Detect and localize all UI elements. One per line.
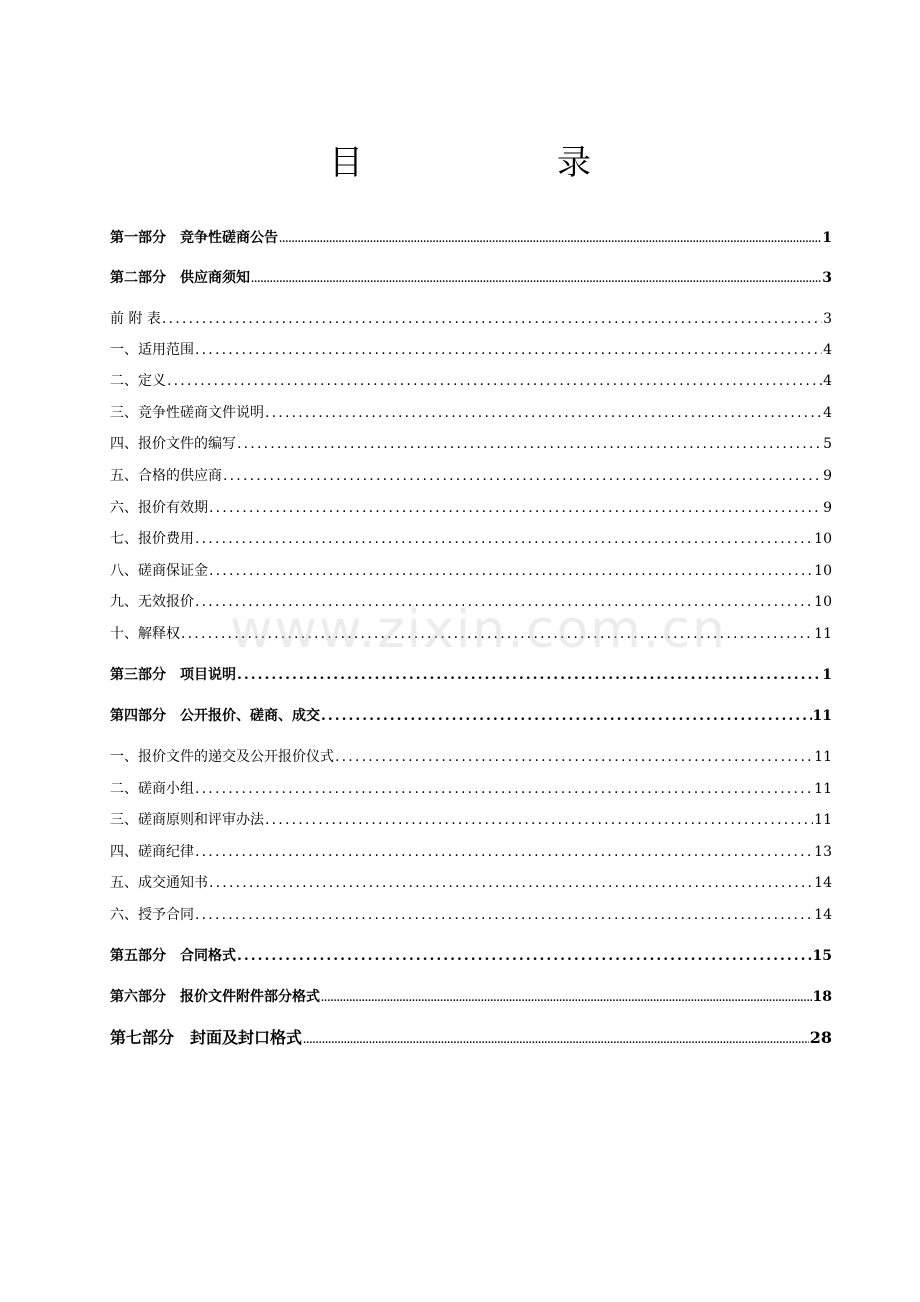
toc-entry-page: 14 (814, 875, 832, 891)
toc-entry-page: 11 (814, 781, 832, 797)
toc-entry-page: 4 (823, 373, 832, 389)
toc-entry[interactable] (110, 527, 832, 551)
toc-entry-page: 9 (823, 468, 832, 484)
toc-entry[interactable] (110, 266, 832, 290)
toc-entry[interactable] (110, 944, 832, 968)
toc-leader (223, 464, 822, 488)
toc-leader (237, 432, 822, 456)
toc-entry-page: 4 (823, 405, 832, 421)
toc-leader (195, 338, 822, 362)
toc-entry-label: 一、报价文件的递交及公开报价仪式 (110, 749, 334, 765)
toc-leader (195, 840, 813, 864)
toc-leader (265, 808, 813, 832)
toc-entry-page: 10 (814, 531, 832, 547)
toc-entry-page: 3 (823, 311, 832, 327)
toc-entry-page: 11 (814, 749, 832, 765)
toc-entry-page: 18 (812, 989, 832, 1005)
toc-entry-label: 八、磋商保证金 (110, 563, 208, 579)
toc-entry-label: 二、磋商小组 (110, 781, 194, 797)
toc-entry-label: 第二部分 供应商须知 (110, 270, 250, 286)
toc-entry-label: 四、磋商纪律 (110, 844, 194, 860)
toc-entry-page: 4 (823, 342, 832, 358)
toc-entry[interactable] (110, 401, 832, 425)
toc-leader (237, 663, 821, 687)
toc-entry-label: 六、授予合同 (110, 907, 194, 923)
toc-entry-page: 3 (822, 270, 832, 286)
toc-entry-label: 第四部分 公开报价、磋商、成交 (110, 708, 320, 724)
toc-entry[interactable] (110, 464, 832, 488)
toc-leader (237, 944, 812, 968)
toc-entry[interactable] (110, 622, 832, 646)
toc-leader (251, 268, 821, 292)
toc-entry-label: 十、解释权 (110, 626, 180, 642)
toc-entry[interactable] (110, 369, 832, 393)
toc-entry-page: 28 (809, 1028, 832, 1047)
toc-entry-label: 前 附 表 (110, 311, 161, 327)
toc-entry[interactable] (110, 871, 832, 895)
toc-entry[interactable] (110, 559, 832, 583)
toc-entry[interactable] (110, 808, 832, 832)
toc-entry-label: 四、报价文件的编写 (110, 436, 236, 452)
toc-entry-page: 11 (812, 708, 832, 724)
toc-entry-page: 5 (823, 436, 832, 452)
toc-entry-page: 11 (814, 626, 832, 642)
toc-entry-label: 一、适用范围 (110, 342, 194, 358)
toc-leader (209, 871, 813, 895)
toc-entry-page: 10 (814, 563, 832, 579)
toc-leader (335, 745, 813, 769)
toc-entry-page: 13 (814, 844, 832, 860)
toc-entry[interactable] (110, 307, 832, 331)
toc-entry-label: 三、竞争性磋商文件说明 (110, 405, 264, 421)
toc-entry[interactable] (110, 903, 832, 927)
toc-entry-label: 五、合格的供应商 (110, 468, 222, 484)
toc-entry-label: 二、定义 (110, 373, 166, 389)
toc-leader (303, 1029, 809, 1053)
toc-leader (162, 307, 822, 331)
toc-entry-page: 1 (822, 230, 832, 246)
toc-entry-label: 三、磋商原则和评审办法 (110, 812, 264, 828)
toc-title: 目 录 (329, 143, 671, 183)
toc-entry[interactable] (110, 704, 832, 728)
toc-entry-page: 10 (814, 594, 832, 610)
toc-entry[interactable] (110, 496, 832, 520)
toc-entry[interactable] (110, 432, 832, 456)
toc-entry-page: 14 (814, 907, 832, 923)
toc-leader (181, 622, 813, 646)
toc-entry-label: 七、报价费用 (110, 531, 194, 547)
toc-entry-page: 11 (814, 812, 832, 828)
toc-entry-label: 第一部分 竞争性磋商公告 (110, 230, 278, 246)
toc-entry-label: 六、报价有效期 (110, 500, 208, 516)
toc-entry-page: 15 (812, 948, 832, 964)
toc-entry[interactable] (110, 1026, 832, 1050)
toc-leader (209, 496, 822, 520)
toc-entry[interactable] (110, 590, 832, 614)
toc-entry-label: 五、成交通知书 (110, 875, 208, 891)
toc-leader (209, 559, 813, 583)
toc-leader (279, 228, 821, 252)
watermark: www.zixin.com.cn (230, 600, 727, 660)
toc-leader (195, 903, 813, 927)
toc-entry[interactable] (110, 777, 832, 801)
toc-entry[interactable] (110, 226, 832, 250)
toc-entry-label: 第六部分 报价文件附件部分格式 (110, 989, 320, 1005)
toc-leader (195, 590, 813, 614)
toc-leader (321, 987, 812, 1011)
toc-entry[interactable] (110, 840, 832, 864)
toc-leader (195, 777, 813, 801)
toc-leader (167, 369, 822, 393)
toc-entry-page: 9 (823, 500, 832, 516)
toc-entry-label: 第五部分 合同格式 (110, 948, 236, 964)
toc-entry-page: 1 (822, 667, 832, 683)
toc-entry-label: 第三部分 项目说明 (110, 667, 236, 683)
toc-entry[interactable] (110, 663, 832, 687)
toc-leader (195, 527, 813, 551)
toc-entry-label: 第七部分 封面及封口格式 (110, 1028, 303, 1047)
toc-entry[interactable] (110, 338, 832, 362)
toc-entry[interactable] (110, 985, 832, 1009)
toc-leader (321, 704, 812, 728)
toc-leader (265, 401, 822, 425)
toc-entry-label: 九、无效报价 (110, 594, 194, 610)
toc-entry[interactable] (110, 745, 832, 769)
